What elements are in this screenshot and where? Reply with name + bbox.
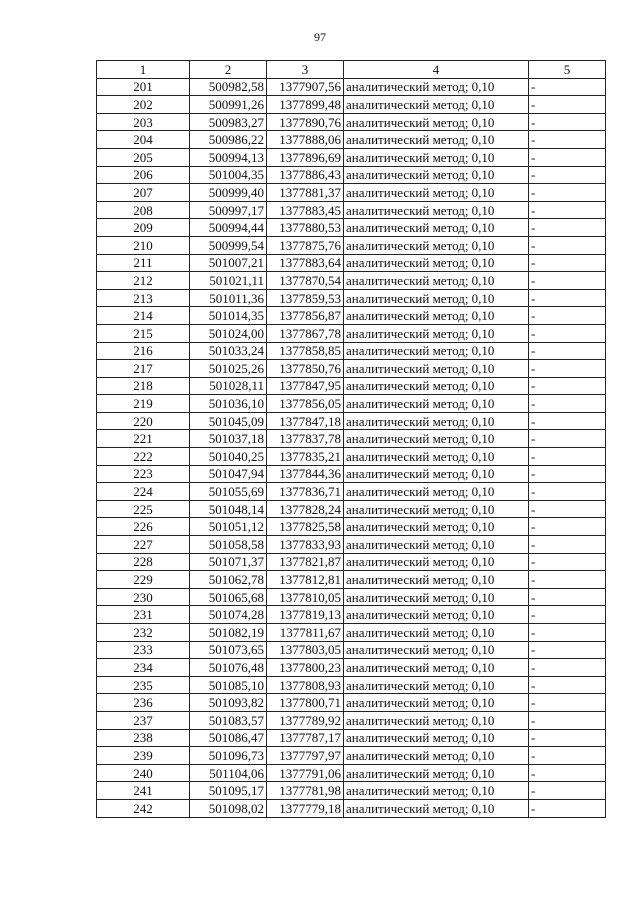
- y-coordinate-cell: 1377812,81: [267, 571, 344, 589]
- y-coordinate-cell: 1377781,98: [267, 782, 344, 800]
- note-cell: -: [529, 711, 606, 729]
- point-number-cell: 228: [97, 553, 190, 571]
- column-header-2: 2: [190, 61, 267, 79]
- note-cell: -: [529, 747, 606, 765]
- method-accuracy-cell: аналитический метод; 0,10: [344, 342, 529, 360]
- method-accuracy-cell: аналитический метод; 0,10: [344, 236, 529, 254]
- table-row: [97, 289, 606, 307]
- note-cell: -: [529, 676, 606, 694]
- table-row: [97, 78, 606, 96]
- column-header-3: 3: [267, 61, 344, 79]
- table-row: [97, 711, 606, 729]
- note-cell: -: [529, 113, 606, 131]
- y-coordinate-cell: 1377858,85: [267, 342, 344, 360]
- method-accuracy-cell: аналитический метод; 0,10: [344, 694, 529, 712]
- y-coordinate-cell: 1377867,78: [267, 324, 344, 342]
- point-number-cell: 210: [97, 236, 190, 254]
- x-coordinate-cell: 501036,10: [190, 395, 267, 413]
- method-accuracy-cell: аналитический метод; 0,10: [344, 571, 529, 589]
- x-coordinate-cell: 501085,10: [190, 676, 267, 694]
- method-accuracy-cell: аналитический метод; 0,10: [344, 764, 529, 782]
- table-row: [97, 782, 606, 800]
- method-accuracy-cell: аналитический метод; 0,10: [344, 518, 529, 536]
- table-row: [97, 201, 606, 219]
- table-row: [97, 571, 606, 589]
- x-coordinate-cell: 500994,44: [190, 219, 267, 237]
- point-number-cell: 202: [97, 96, 190, 114]
- method-accuracy-cell: аналитический метод; 0,10: [344, 729, 529, 747]
- x-coordinate-cell: 501076,48: [190, 659, 267, 677]
- y-coordinate-cell: 1377890,76: [267, 113, 344, 131]
- y-coordinate-cell: 1377819,13: [267, 606, 344, 624]
- x-coordinate-cell: 500986,22: [190, 131, 267, 149]
- method-accuracy-cell: аналитический метод; 0,10: [344, 254, 529, 272]
- method-accuracy-cell: аналитический метод; 0,10: [344, 131, 529, 149]
- table-row: [97, 588, 606, 606]
- note-cell: -: [529, 272, 606, 290]
- x-coordinate-cell: 501104,06: [190, 764, 267, 782]
- note-cell: -: [529, 588, 606, 606]
- y-coordinate-cell: 1377870,54: [267, 272, 344, 290]
- note-cell: -: [529, 465, 606, 483]
- point-number-cell: 241: [97, 782, 190, 800]
- y-coordinate-cell: 1377847,18: [267, 412, 344, 430]
- table-row: [97, 483, 606, 501]
- table-header-row: [97, 61, 606, 79]
- x-coordinate-cell: 501095,17: [190, 782, 267, 800]
- method-accuracy-cell: аналитический метод; 0,10: [344, 676, 529, 694]
- note-cell: -: [529, 782, 606, 800]
- method-accuracy-cell: аналитический метод; 0,10: [344, 659, 529, 677]
- point-number-cell: 206: [97, 166, 190, 184]
- note-cell: -: [529, 606, 606, 624]
- table-row: [97, 307, 606, 325]
- method-accuracy-cell: аналитический метод; 0,10: [344, 430, 529, 448]
- x-coordinate-cell: 501004,35: [190, 166, 267, 184]
- point-number-cell: 219: [97, 395, 190, 413]
- point-number-cell: 207: [97, 184, 190, 202]
- method-accuracy-cell: аналитический метод; 0,10: [344, 799, 529, 817]
- point-number-cell: 237: [97, 711, 190, 729]
- y-coordinate-cell: 1377789,92: [267, 711, 344, 729]
- note-cell: -: [529, 764, 606, 782]
- method-accuracy-cell: аналитический метод; 0,10: [344, 324, 529, 342]
- note-cell: -: [529, 500, 606, 518]
- table-row: [97, 694, 606, 712]
- note-cell: -: [529, 395, 606, 413]
- table-row: [97, 324, 606, 342]
- y-coordinate-cell: 1377907,56: [267, 78, 344, 96]
- point-number-cell: 230: [97, 588, 190, 606]
- note-cell: -: [529, 148, 606, 166]
- point-number-cell: 232: [97, 624, 190, 642]
- method-accuracy-cell: аналитический метод; 0,10: [344, 641, 529, 659]
- point-number-cell: 221: [97, 430, 190, 448]
- x-coordinate-cell: 501040,25: [190, 448, 267, 466]
- x-coordinate-cell: 501007,21: [190, 254, 267, 272]
- point-number-cell: 235: [97, 676, 190, 694]
- note-cell: -: [529, 236, 606, 254]
- table-row: [97, 236, 606, 254]
- y-coordinate-cell: 1377808,93: [267, 676, 344, 694]
- x-coordinate-cell: 501083,57: [190, 711, 267, 729]
- y-coordinate-cell: 1377883,64: [267, 254, 344, 272]
- y-coordinate-cell: 1377797,97: [267, 747, 344, 765]
- method-accuracy-cell: аналитический метод; 0,10: [344, 184, 529, 202]
- table-row: [97, 799, 606, 817]
- point-number-cell: 222: [97, 448, 190, 466]
- table-row: [97, 430, 606, 448]
- x-coordinate-cell: 501011,36: [190, 289, 267, 307]
- note-cell: -: [529, 659, 606, 677]
- note-cell: -: [529, 483, 606, 501]
- point-number-cell: 217: [97, 360, 190, 378]
- y-coordinate-cell: 1377821,87: [267, 553, 344, 571]
- note-cell: -: [529, 536, 606, 554]
- column-header-5: 5: [529, 61, 606, 79]
- method-accuracy-cell: аналитический метод; 0,10: [344, 201, 529, 219]
- y-coordinate-cell: 1377800,71: [267, 694, 344, 712]
- table-row: [97, 254, 606, 272]
- y-coordinate-cell: 1377847,95: [267, 377, 344, 395]
- note-cell: -: [529, 694, 606, 712]
- x-coordinate-cell: 501033,24: [190, 342, 267, 360]
- note-cell: -: [529, 96, 606, 114]
- y-coordinate-cell: 1377856,05: [267, 395, 344, 413]
- y-coordinate-cell: 1377811,67: [267, 624, 344, 642]
- y-coordinate-cell: 1377896,69: [267, 148, 344, 166]
- y-coordinate-cell: 1377886,43: [267, 166, 344, 184]
- point-number-cell: 203: [97, 113, 190, 131]
- y-coordinate-cell: 1377803,05: [267, 641, 344, 659]
- note-cell: -: [529, 430, 606, 448]
- point-number-cell: 234: [97, 659, 190, 677]
- table-row: [97, 553, 606, 571]
- page-number: 97: [314, 30, 326, 44]
- method-accuracy-cell: аналитический метод; 0,10: [344, 78, 529, 96]
- note-cell: -: [529, 641, 606, 659]
- y-coordinate-cell: 1377850,76: [267, 360, 344, 378]
- table-row: [97, 395, 606, 413]
- point-number-cell: 233: [97, 641, 190, 659]
- x-coordinate-cell: 501073,65: [190, 641, 267, 659]
- table-row: [97, 659, 606, 677]
- x-coordinate-cell: 500999,40: [190, 184, 267, 202]
- x-coordinate-cell: 501065,68: [190, 588, 267, 606]
- method-accuracy-cell: аналитический метод; 0,10: [344, 606, 529, 624]
- point-number-cell: 224: [97, 483, 190, 501]
- table-row: [97, 641, 606, 659]
- x-coordinate-cell: 501037,18: [190, 430, 267, 448]
- column-header-1: 1: [97, 61, 190, 79]
- method-accuracy-cell: аналитический метод; 0,10: [344, 166, 529, 184]
- method-accuracy-cell: аналитический метод; 0,10: [344, 148, 529, 166]
- table-row: [97, 729, 606, 747]
- y-coordinate-cell: 1377880,53: [267, 219, 344, 237]
- method-accuracy-cell: аналитический метод; 0,10: [344, 624, 529, 642]
- point-number-cell: 229: [97, 571, 190, 589]
- table-row: [97, 166, 606, 184]
- y-coordinate-cell: 1377844,36: [267, 465, 344, 483]
- x-coordinate-cell: 501014,35: [190, 307, 267, 325]
- x-coordinate-cell: 501096,73: [190, 747, 267, 765]
- x-coordinate-cell: 501028,11: [190, 377, 267, 395]
- x-coordinate-cell: 501082,19: [190, 624, 267, 642]
- x-coordinate-cell: 501025,26: [190, 360, 267, 378]
- y-coordinate-cell: 1377800,23: [267, 659, 344, 677]
- y-coordinate-cell: 1377787,17: [267, 729, 344, 747]
- y-coordinate-cell: 1377828,24: [267, 500, 344, 518]
- point-number-cell: 220: [97, 412, 190, 430]
- method-accuracy-cell: аналитический метод; 0,10: [344, 412, 529, 430]
- x-coordinate-cell: 501051,12: [190, 518, 267, 536]
- point-number-cell: 214: [97, 307, 190, 325]
- note-cell: -: [529, 518, 606, 536]
- x-coordinate-cell: 501045,09: [190, 412, 267, 430]
- y-coordinate-cell: 1377791,06: [267, 764, 344, 782]
- y-coordinate-cell: 1377835,21: [267, 448, 344, 466]
- x-coordinate-cell: 500982,58: [190, 78, 267, 96]
- point-number-cell: 208: [97, 201, 190, 219]
- note-cell: -: [529, 131, 606, 149]
- note-cell: -: [529, 624, 606, 642]
- y-coordinate-cell: 1377888,06: [267, 131, 344, 149]
- method-accuracy-cell: аналитический метод; 0,10: [344, 395, 529, 413]
- note-cell: -: [529, 324, 606, 342]
- y-coordinate-cell: 1377810,05: [267, 588, 344, 606]
- x-coordinate-cell: 501058,58: [190, 536, 267, 554]
- coordinates-table: [96, 60, 606, 818]
- point-number-cell: 226: [97, 518, 190, 536]
- x-coordinate-cell: 501055,69: [190, 483, 267, 501]
- note-cell: -: [529, 342, 606, 360]
- x-coordinate-cell: 501024,00: [190, 324, 267, 342]
- point-number-cell: 205: [97, 148, 190, 166]
- point-number-cell: 240: [97, 764, 190, 782]
- note-cell: -: [529, 307, 606, 325]
- x-coordinate-cell: 500991,26: [190, 96, 267, 114]
- x-coordinate-cell: 500983,27: [190, 113, 267, 131]
- y-coordinate-cell: 1377856,87: [267, 307, 344, 325]
- point-number-cell: 209: [97, 219, 190, 237]
- table-row: [97, 131, 606, 149]
- table-row: [97, 676, 606, 694]
- method-accuracy-cell: аналитический метод; 0,10: [344, 113, 529, 131]
- method-accuracy-cell: аналитический метод; 0,10: [344, 448, 529, 466]
- table-row: [97, 606, 606, 624]
- y-coordinate-cell: 1377836,71: [267, 483, 344, 501]
- point-number-cell: 239: [97, 747, 190, 765]
- x-coordinate-cell: 501074,28: [190, 606, 267, 624]
- table-row: [97, 624, 606, 642]
- method-accuracy-cell: аналитический метод; 0,10: [344, 536, 529, 554]
- table-row: [97, 448, 606, 466]
- y-coordinate-cell: 1377881,37: [267, 184, 344, 202]
- note-cell: -: [529, 184, 606, 202]
- point-number-cell: 212: [97, 272, 190, 290]
- y-coordinate-cell: 1377875,76: [267, 236, 344, 254]
- x-coordinate-cell: 501062,78: [190, 571, 267, 589]
- method-accuracy-cell: аналитический метод; 0,10: [344, 747, 529, 765]
- point-number-cell: 242: [97, 799, 190, 817]
- note-cell: -: [529, 166, 606, 184]
- x-coordinate-cell: 501071,37: [190, 553, 267, 571]
- point-number-cell: 227: [97, 536, 190, 554]
- note-cell: -: [529, 799, 606, 817]
- table-row: [97, 764, 606, 782]
- x-coordinate-cell: 501093,82: [190, 694, 267, 712]
- note-cell: -: [529, 553, 606, 571]
- table-row: [97, 148, 606, 166]
- point-number-cell: 225: [97, 500, 190, 518]
- note-cell: -: [529, 201, 606, 219]
- point-number-cell: 215: [97, 324, 190, 342]
- method-accuracy-cell: аналитический метод; 0,10: [344, 483, 529, 501]
- point-number-cell: 231: [97, 606, 190, 624]
- column-header-4: 4: [344, 61, 529, 79]
- point-number-cell: 211: [97, 254, 190, 272]
- x-coordinate-cell: 501047,94: [190, 465, 267, 483]
- y-coordinate-cell: 1377825,58: [267, 518, 344, 536]
- method-accuracy-cell: аналитический метод; 0,10: [344, 289, 529, 307]
- y-coordinate-cell: 1377833,93: [267, 536, 344, 554]
- table-row: [97, 500, 606, 518]
- method-accuracy-cell: аналитический метод; 0,10: [344, 272, 529, 290]
- x-coordinate-cell: 500994,13: [190, 148, 267, 166]
- method-accuracy-cell: аналитический метод; 0,10: [344, 553, 529, 571]
- method-accuracy-cell: аналитический метод; 0,10: [344, 500, 529, 518]
- method-accuracy-cell: аналитический метод; 0,10: [344, 588, 529, 606]
- x-coordinate-cell: 501086,47: [190, 729, 267, 747]
- y-coordinate-cell: 1377899,48: [267, 96, 344, 114]
- x-coordinate-cell: 501098,02: [190, 799, 267, 817]
- table-body: [97, 61, 606, 818]
- method-accuracy-cell: аналитический метод; 0,10: [344, 711, 529, 729]
- note-cell: -: [529, 377, 606, 395]
- method-accuracy-cell: аналитический метод; 0,10: [344, 360, 529, 378]
- table-row: [97, 377, 606, 395]
- point-number-cell: 218: [97, 377, 190, 395]
- point-number-cell: 238: [97, 729, 190, 747]
- y-coordinate-cell: 1377883,45: [267, 201, 344, 219]
- table-row: [97, 184, 606, 202]
- note-cell: -: [529, 78, 606, 96]
- table-row: [97, 272, 606, 290]
- x-coordinate-cell: 500997,17: [190, 201, 267, 219]
- note-cell: -: [529, 412, 606, 430]
- note-cell: -: [529, 360, 606, 378]
- x-coordinate-cell: 501021,11: [190, 272, 267, 290]
- note-cell: -: [529, 289, 606, 307]
- x-coordinate-cell: 500999,54: [190, 236, 267, 254]
- table-row: [97, 342, 606, 360]
- note-cell: -: [529, 219, 606, 237]
- method-accuracy-cell: аналитический метод; 0,10: [344, 377, 529, 395]
- table-row: [97, 518, 606, 536]
- point-number-cell: 201: [97, 78, 190, 96]
- table-row: [97, 360, 606, 378]
- x-coordinate-cell: 501048,14: [190, 500, 267, 518]
- method-accuracy-cell: аналитический метод; 0,10: [344, 465, 529, 483]
- table-row: [97, 96, 606, 114]
- y-coordinate-cell: 1377859,53: [267, 289, 344, 307]
- table-row: [97, 536, 606, 554]
- table-row: [97, 219, 606, 237]
- table-row: [97, 412, 606, 430]
- point-number-cell: 223: [97, 465, 190, 483]
- point-number-cell: 236: [97, 694, 190, 712]
- note-cell: -: [529, 571, 606, 589]
- table-row: [97, 747, 606, 765]
- point-number-cell: 204: [97, 131, 190, 149]
- table-row: [97, 113, 606, 131]
- table-row: [97, 465, 606, 483]
- note-cell: -: [529, 448, 606, 466]
- method-accuracy-cell: аналитический метод; 0,10: [344, 219, 529, 237]
- note-cell: -: [529, 729, 606, 747]
- method-accuracy-cell: аналитический метод; 0,10: [344, 307, 529, 325]
- method-accuracy-cell: аналитический метод; 0,10: [344, 782, 529, 800]
- point-number-cell: 216: [97, 342, 190, 360]
- method-accuracy-cell: аналитический метод; 0,10: [344, 96, 529, 114]
- y-coordinate-cell: 1377779,18: [267, 799, 344, 817]
- y-coordinate-cell: 1377837,78: [267, 430, 344, 448]
- note-cell: -: [529, 254, 606, 272]
- point-number-cell: 213: [97, 289, 190, 307]
